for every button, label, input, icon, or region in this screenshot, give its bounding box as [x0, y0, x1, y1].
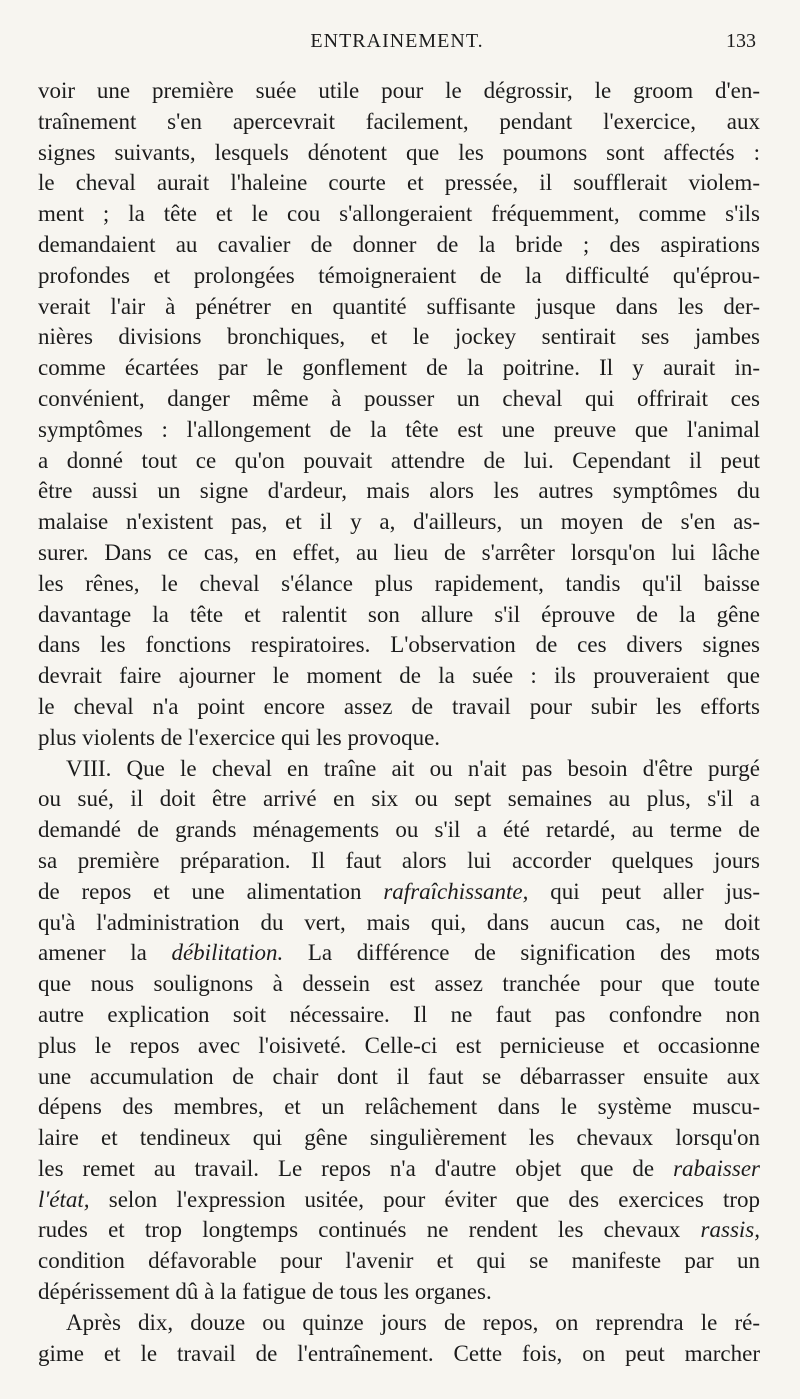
text-line: voir une première suée utile pour le dégrossir, le groom d'en- — [38, 78, 760, 103]
italic-text-run: rassis, — [700, 1217, 760, 1243]
text-line: que nous soulignons à dessein est assez tranchée pour que toute — [38, 971, 760, 997]
text-run: amener la — [38, 940, 172, 966]
text-line: symptômes : l'allongement de la tête est une preuve que l'animal — [38, 416, 760, 442]
text-run: les remet au travail. Le repos n'a d'autre objet que de — [38, 1155, 674, 1181]
text-line — [38, 1185, 760, 1216]
text-line: dépens des membres, et un relâchement dans le système muscu- — [38, 1094, 760, 1120]
italic-text-run: rabaisser — [673, 1155, 760, 1181]
text-line — [38, 877, 760, 908]
text-line: plus le repos avec l'oisiveté. Celle-ci est pernicieuse et occasionne — [38, 1032, 760, 1058]
italic-text-run: débilitation. — [171, 940, 284, 966]
text-line: demandé de grands ménagements ou s'il a été retardé, au terme de — [38, 817, 760, 843]
text-line: les rênes, le cheval s'élance plus rapidement, tandis qu'il baisse — [38, 570, 760, 596]
text-line: ment ; la tête et le cou s'allongeraient fréquemment, comme s'ils — [38, 201, 760, 227]
text-line — [38, 1154, 760, 1185]
text-line: davantage la tête et ralentit son allure s'il éprouve de la gêne — [38, 601, 760, 627]
text-line: dans les fonctions respiratoires. L'observation de ces divers signes — [38, 632, 760, 658]
text-line: profondes et prolongées témoigneraient de la difficulté qu'éprou- — [38, 262, 760, 288]
text-line: traînement s'en apercevrait facilement, pendant l'exercice, aux — [38, 108, 760, 134]
text-line: laire et tendineux qui gêne singulièrement les chevaux lorsqu'on — [38, 1125, 760, 1151]
text-run: La différence de signification des mots — [283, 940, 760, 966]
text-line: être aussi un signe d'ardeur, mais alors les autres symptômes du — [38, 478, 760, 504]
text-line: signes suivants, lesquels dénotent que les poumons sont affectés : — [38, 139, 760, 165]
text-line: comme écartées par le gonflement de la poitrine. Il y aurait in- — [38, 355, 760, 381]
text-line: devrait faire ajourner le moment de la suée : ils prouveraient que — [38, 663, 760, 689]
text-line: le cheval aurait l'haleine courte et pressée, il soufflerait violem- — [38, 170, 760, 196]
text-line: VIII. Que le cheval en traîne ait ou n'ait pas besoin d'être purgé — [66, 755, 760, 781]
text-line: a donné tout ce qu'on pouvait attendre de lui. Cependant il peut — [38, 447, 760, 473]
text-line: sa première préparation. Il faut alors lui accorder quelques jours — [38, 847, 760, 873]
text-run: qui peut aller jus- — [528, 878, 760, 904]
text-line: verait l'air à pénétrer en quantité suffisante jusque dans les der- — [38, 293, 760, 319]
text-line: plus violents de l'exercice qui les provoque. — [38, 724, 441, 750]
text-line: malaise n'existent pas, et il y a, d'ailleurs, un moyen de s'en as- — [38, 509, 760, 535]
text-line: qu'à l'administration du vert, mais qui, dans aucun cas, ne doit — [38, 909, 760, 935]
text-line: Après dix, douze ou quinze jours de repos, on reprendra le ré- — [66, 1309, 760, 1335]
body-text — [38, 76, 760, 1369]
page-number: 133 — [726, 30, 756, 52]
text-line: convénient, danger même à pousser un cheval qui offrirait ces — [38, 385, 760, 411]
text-line: gime et le travail de l'entraînement. Cette fois, on peut marcher — [38, 1340, 760, 1366]
text-line — [38, 1215, 760, 1246]
text-line: une accumulation de chair dont il faut se débarrasser ensuite aux — [38, 1063, 760, 1089]
text-line — [38, 938, 760, 969]
page-header — [38, 30, 756, 60]
text-line: condition défavorable pour l'avenir et qui se manifeste par un — [38, 1248, 760, 1274]
text-line: demandaient au cavalier de donner de la bride ; des aspirations — [38, 231, 760, 257]
text-line: le cheval n'a point encore assez de travail pour subir les efforts — [38, 693, 760, 719]
text-line: surer. Dans ce cas, en effet, au lieu de s'arrêter lorsqu'on lui lâche — [38, 539, 760, 565]
italic-text-run: l'état, — [38, 1186, 90, 1212]
text-line: autre explication soit nécessaire. Il ne faut pas confondre non — [38, 1001, 760, 1027]
running-title: ENTRAINEMENT. — [310, 30, 484, 52]
italic-text-run: rafraîchissante, — [383, 878, 529, 904]
text-line: nières divisions bronchiques, et le jockey sentirait ses jambes — [38, 324, 760, 350]
text-run: de repos et une alimentation — [38, 878, 384, 904]
text-run: rudes et trop longtemps continués ne rendent les chevaux — [38, 1217, 701, 1243]
text-line: ou sué, il doit être arrivé en six ou sept semaines au plus, s'il a — [38, 786, 760, 812]
text-line: dépérissement dû à la fatigue de tous les organes. — [38, 1279, 492, 1305]
text-run: selon l'expression usitée, pour éviter que des exercices trop — [89, 1186, 760, 1212]
